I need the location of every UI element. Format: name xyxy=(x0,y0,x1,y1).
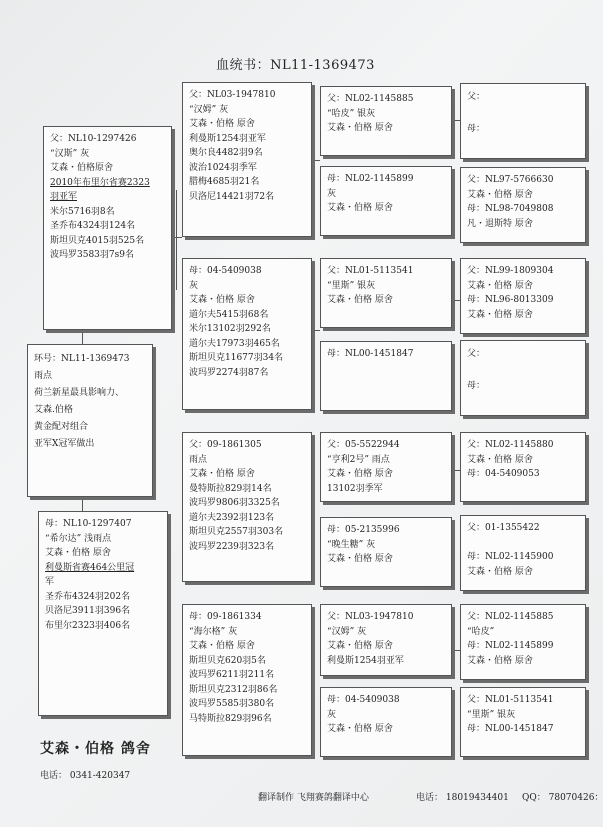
dss-line: “亨利2号” 雨点 xyxy=(327,454,390,465)
sire-line: “汉斯” 灰 xyxy=(50,148,90,159)
sds-line: 父：NL01-5113541 xyxy=(327,266,414,276)
ssd-line: 母：NL02-1145899 xyxy=(327,174,414,184)
sd-line: 艾森・伯格 原舍 xyxy=(189,295,255,305)
subject-line: 雨点 xyxy=(34,371,53,381)
g4-line: 艾森・伯格 原舍 xyxy=(467,189,533,200)
ds-line: 斯坦贝克2557羽303名 xyxy=(189,527,284,537)
g4-card-8 xyxy=(460,687,586,757)
ssd-card xyxy=(320,166,452,236)
g4-line: 艾森・伯格 原舍 xyxy=(467,655,533,666)
sdd-card xyxy=(320,341,452,411)
sd-line: 道尔夫5415羽68名 xyxy=(189,309,269,320)
subject-line: 黄金配对组合 xyxy=(34,422,89,432)
dd-line: 波玛罗6211羽211名 xyxy=(189,670,275,680)
ssd-line: 灰 xyxy=(327,188,337,199)
sds-line: 艾森・伯格 原舍 xyxy=(327,295,393,305)
dds-line: 利曼斯1254羽亚军 xyxy=(327,655,404,666)
dds-line: 艾森・伯格 原舍 xyxy=(327,641,393,651)
g4-line: 母： xyxy=(467,124,486,134)
ds-line: 雨点 xyxy=(189,454,208,465)
g4-line: 母：NL98-7049808 xyxy=(467,204,554,214)
g4-line: “哈皮” xyxy=(467,626,495,637)
sd-line: 灰 xyxy=(189,280,199,291)
ss-line: 贝洛尼14421羽72名 xyxy=(189,191,275,202)
dsd-line: “晚生糖” 灰 xyxy=(327,539,376,550)
ssd-line: 艾森・伯格 原舍 xyxy=(327,203,393,213)
dam-line: 贝洛尼3911羽396名 xyxy=(45,606,131,616)
subject-card xyxy=(27,344,153,497)
sire-line: 父：NL10-1297426 xyxy=(50,134,137,144)
sd-line: 米尔13102羽292名 xyxy=(189,324,271,334)
g4-line: 父：NL99-1809304 xyxy=(467,266,554,276)
g4-line: 父：NL02-1145885 xyxy=(467,612,554,622)
page-title: 血统书：NL11-1369473 xyxy=(216,58,375,73)
g4-line: 母：NL00-1451847 xyxy=(467,724,554,734)
translator-qq: QQ： 78070426： xyxy=(522,793,603,803)
loft-phone: 电话： 0341-420347 xyxy=(40,771,131,781)
connector-line xyxy=(452,120,460,121)
dam-line: 布里尔2323羽406名 xyxy=(45,620,131,631)
connector-line xyxy=(452,650,460,651)
dam-line: 母：NL10-1297407 xyxy=(45,519,132,529)
connector-line xyxy=(312,330,320,331)
sire-sire-card xyxy=(182,82,312,237)
ds-line: 艾森・伯格 原舍 xyxy=(189,469,255,479)
g4-line: 艾森・伯格 原舍 xyxy=(467,309,533,320)
sss-line: “哈皮” 银灰 xyxy=(327,108,376,119)
dam-line: 圣乔布4324羽202名 xyxy=(45,591,131,602)
sd-line: 道尔夫17973羽465名 xyxy=(189,338,280,349)
dd-line: 马特斯拉829羽96名 xyxy=(189,713,272,724)
g4-card-4 xyxy=(460,340,586,416)
g4-line: 父： xyxy=(467,349,486,359)
dd-line: 母：09-1861334 xyxy=(189,612,262,622)
g4-line: 母： xyxy=(467,381,486,391)
sire-line: 2010年布里尔省赛2323 xyxy=(50,177,150,188)
dd-line: 斯坦贝克620羽5名 xyxy=(189,655,266,666)
sire-line: 波玛罗3583羽7s9名 xyxy=(50,250,134,260)
ds-line: 曼特斯拉829羽14名 xyxy=(189,483,272,494)
dss-card xyxy=(320,432,452,502)
subject-line: 荷兰新星最具影响力、 xyxy=(34,388,125,398)
subject-line: 亚军X冠军做出 xyxy=(34,439,95,449)
g4-line: 母：NL02-1145899 xyxy=(467,641,554,651)
sire-line: 艾森・伯格原舍 xyxy=(50,163,114,173)
sd-line: 母：04-5409038 xyxy=(189,266,262,276)
ss-line: 利曼斯1254羽亚军 xyxy=(189,133,266,144)
connector-line xyxy=(452,300,460,301)
ddd-line: 母：04-5409038 xyxy=(327,695,400,705)
dsd-line: 母：05-2135996 xyxy=(327,525,400,535)
ss-line: 腊梅4685羽21名 xyxy=(189,177,260,187)
g4-card-2 xyxy=(460,167,586,243)
ss-line: 父：NL03-1947810 xyxy=(189,90,276,100)
g4-line xyxy=(467,536,579,551)
sdd-line: 母：NL00-1451847 xyxy=(327,349,414,359)
sire-line: 羽亚军 xyxy=(50,192,78,202)
ds-line: 波玛罗2239羽323名 xyxy=(189,541,275,552)
dds-card xyxy=(320,604,452,676)
sds-card xyxy=(320,258,452,328)
dss-line: 父：05-5522944 xyxy=(327,440,400,450)
dds-line: “汉姆” 灰 xyxy=(327,626,367,637)
dsd-line: 艾森・伯格 原舍 xyxy=(327,554,393,564)
sss-line: 父：NL02-1145885 xyxy=(327,94,414,104)
translation-credit: 翻译制作 飞翔赛鸽翻译中心 xyxy=(258,793,369,803)
ds-line: 波玛罗9806羽3325名 xyxy=(189,498,280,508)
dd-line: 艾森・伯格 原舍 xyxy=(189,641,255,651)
g4-line: 艾森・伯格 原舍 xyxy=(467,566,533,577)
sire-card xyxy=(43,126,172,330)
sd-line: 波玛罗2274羽87名 xyxy=(189,367,269,378)
g4-card-6 xyxy=(460,515,586,591)
dss-line: 13102羽季军 xyxy=(327,483,383,494)
dam-line: 利曼斯省赛464公里冠 xyxy=(45,562,135,573)
g4-line: 凡・退斯特 原舍 xyxy=(467,218,533,229)
sd-line: 斯坦贝克11677羽34名 xyxy=(189,353,284,363)
dam-dam-card xyxy=(182,604,312,756)
loft-name: 艾森・伯格 鸽舍 xyxy=(40,741,151,757)
dd-line: “海尔格” 灰 xyxy=(189,626,238,637)
g4-line: 母：NL02-1145900 xyxy=(467,552,554,562)
ss-line: 艾森・伯格 原舍 xyxy=(189,119,255,129)
g4-line: 父：NL97-5766630 xyxy=(467,175,554,185)
g4-line: 父：01-1355422 xyxy=(467,523,540,533)
dam-line: “希尔达” 浅雨点 xyxy=(45,533,112,544)
ss-line: 奥尔良4482羽9名 xyxy=(189,148,263,158)
ddd-card xyxy=(320,687,452,757)
ddd-line: 灰 xyxy=(327,709,337,720)
sss-line: 艾森・伯格 原舍 xyxy=(327,123,393,133)
ds-line: 父：09-1861305 xyxy=(189,440,262,450)
sire-line: 圣乔布4324羽124名 xyxy=(50,221,136,231)
dd-line: 波玛罗5585羽380名 xyxy=(189,699,275,709)
g4-card-5 xyxy=(460,432,586,502)
ddd-line: 艾森・伯格 原舍 xyxy=(327,724,393,734)
connector-line xyxy=(82,330,83,344)
g4-line: 父：NL02-1145880 xyxy=(467,440,554,450)
g4-line: 父： xyxy=(467,92,486,102)
connector-line xyxy=(452,470,460,471)
g4-line xyxy=(467,105,579,121)
dd-line: 斯坦贝克2312羽86名 xyxy=(189,684,278,695)
dss-line: 艾森・伯格 原舍 xyxy=(327,469,393,479)
sds-line: “里斯” 银灰 xyxy=(327,280,376,291)
ds-line: 道尔夫2392羽123名 xyxy=(189,512,275,523)
connector-line xyxy=(176,190,177,290)
g4-line: 父：NL01-5113541 xyxy=(467,695,554,705)
connector-line xyxy=(312,160,320,161)
subject-line: 艾森.伯格 xyxy=(34,405,73,415)
sss-card xyxy=(320,86,452,156)
dam-card xyxy=(38,511,168,716)
dam-line: 艾森・伯格 原舍 xyxy=(45,548,111,558)
dam-line: 军 xyxy=(45,577,55,587)
dds-line: 父：NL03-1947810 xyxy=(327,612,414,622)
g4-card-7 xyxy=(460,604,586,680)
sire-line: 斯坦贝克4015羽525名 xyxy=(50,235,145,246)
g4-line xyxy=(467,362,579,378)
dam-sire-card xyxy=(182,432,312,582)
g4-line: 母：04-5409053 xyxy=(467,469,540,479)
sire-line: 米尔5716羽8名 xyxy=(50,206,115,217)
g4-line: 艾森・伯格 原舍 xyxy=(467,454,533,465)
g4-card-3 xyxy=(460,258,586,334)
connector-line xyxy=(172,237,182,238)
g4-card-1 xyxy=(460,83,586,159)
dsd-card xyxy=(320,517,452,587)
ss-line: “汉姆” 灰 xyxy=(189,104,229,115)
connector-line xyxy=(82,497,83,511)
g4-line: “里斯” 银灰 xyxy=(467,709,516,720)
sire-dam-card xyxy=(182,258,312,410)
subject-line: 环号：NL11-1369473 xyxy=(34,354,130,364)
ss-line: 波治1024羽季军 xyxy=(189,162,257,173)
g4-line: 母：NL96-8013309 xyxy=(467,295,554,305)
g4-line: 艾森・伯格 原舍 xyxy=(467,280,533,291)
translator-phone: 电话： 18019434401 xyxy=(416,793,509,803)
